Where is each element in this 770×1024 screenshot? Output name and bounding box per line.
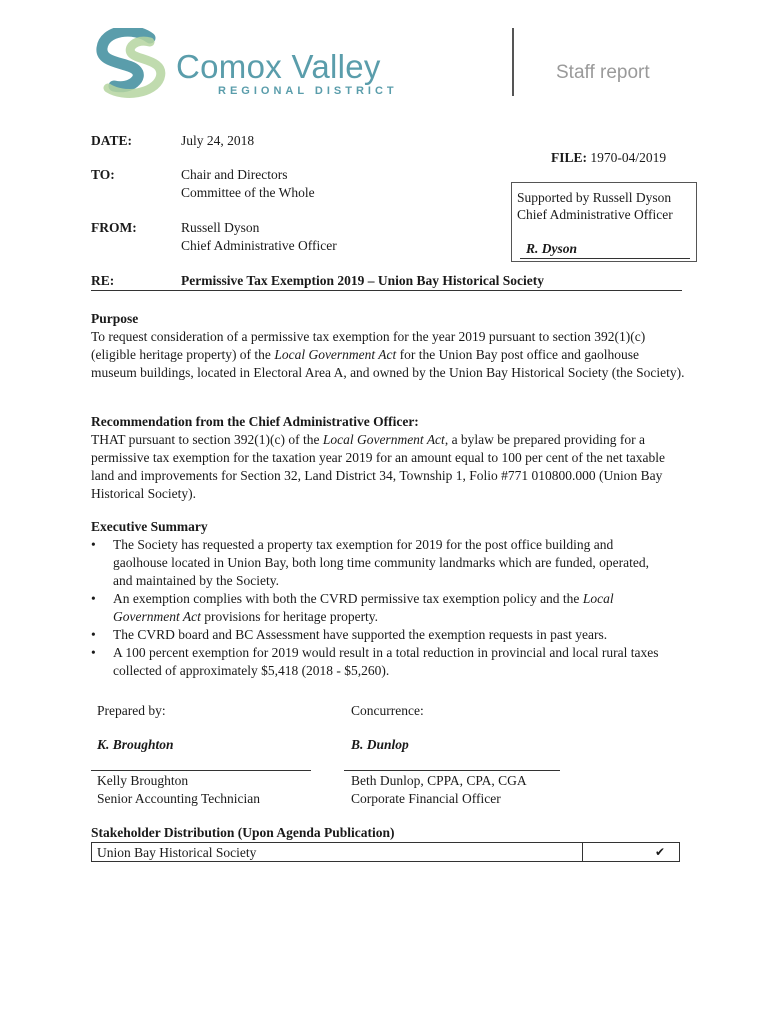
bullet-icon: • [91, 591, 96, 606]
purpose-text: To request consideration of a permissive tax exemption for the year 2019 pursuant to section 392(1)(c) (eligible heritage property) of the Local Government Act for the Union Bay post office and gaolhouse museum buildings, located in Electoral Area A, and owned by the Union Bay Historical Society (the Society). [91, 329, 685, 380]
header-divider [512, 28, 514, 96]
file-reference [551, 150, 666, 166]
summary-list [91, 536, 671, 680]
from-line-2: Chief Administrative Officer [181, 238, 337, 253]
to-line-1: Chair and Directors [181, 167, 288, 182]
cvrd-logo-mark-icon [94, 28, 168, 100]
summary-section [91, 518, 671, 680]
prepared-title: Senior Accounting Technician [97, 791, 261, 806]
to-label: TO: [91, 167, 115, 182]
support-box [511, 182, 697, 262]
support-line-1: Supported by Russell Dyson [517, 190, 672, 205]
support-signature: R. Dyson [526, 241, 578, 256]
list-item: • A 100 percent exemption for 2019 would result in a total reduction in provincial and local rural taxes collected of approximately $5,418 (2018 - $5,260). [91, 645, 659, 678]
check-icon: ✔ [583, 843, 680, 862]
from-label: FROM: [91, 220, 137, 235]
prepared-name: Kelly Broughton [97, 773, 189, 788]
concurrence-signature: B. Dunlop [351, 737, 409, 752]
purpose-heading: Purpose [91, 311, 139, 326]
concurrence-name: Beth Dunlop, CPPA, CPA, CGA [351, 773, 527, 788]
recommendation-section [91, 413, 685, 503]
bullet-icon: • [91, 537, 96, 552]
concurrence-signature-line [344, 770, 560, 771]
re-label: RE: [91, 273, 115, 288]
file-value: 1970-04/2019 [590, 150, 667, 165]
logo-subtitle: REGIONAL DISTRICT [218, 85, 398, 97]
stakeholder-table [91, 842, 680, 862]
table-row [92, 843, 680, 862]
recommendation-heading: Recommendation from the Chief Administrative Officer: [91, 414, 419, 429]
bullet-icon: • [91, 627, 96, 642]
list-item: • An exemption complies with both the CVRD permissive tax exemption policy and the Local Government Act provisions for heritage property. [91, 591, 614, 624]
prepared-label: Prepared by: [97, 703, 166, 718]
bullet-icon: • [91, 645, 96, 660]
date-value: July 24, 2018 [181, 133, 255, 148]
document-type: Staff report [556, 62, 650, 83]
stakeholder-heading: Stakeholder Distribution (Upon Agenda Publication) [91, 825, 395, 840]
prepared-signature-line [91, 770, 311, 771]
re-value: Permissive Tax Exemption 2019 – Union Bay Historical Society [181, 273, 544, 288]
concurrence-label: Concurrence: [351, 703, 424, 718]
header-rule [91, 290, 682, 291]
concurrence-title: Corporate Financial Officer [351, 791, 501, 806]
cvrd-logo [94, 28, 398, 100]
to-line-2: Committee of the Whole [181, 185, 315, 200]
summary-heading: Executive Summary [91, 519, 208, 534]
file-label: FILE: [551, 150, 588, 165]
list-item: • The Society has requested a property tax exemption for 2019 for the post office building and gaolhouse located in Union Bay, both long time community landmarks which are funded, operated, and maintained by the Society. [91, 537, 649, 588]
logo-name: Comox Valley [176, 48, 381, 85]
from-line-1: Russell Dyson [181, 220, 260, 235]
prepared-signature: K. Broughton [97, 737, 174, 752]
purpose-section [91, 310, 685, 382]
list-item: • The CVRD board and BC Assessment have supported the exemption requests in past years. [91, 627, 608, 642]
support-signature-line [520, 258, 690, 259]
stakeholder-name: Union Bay Historical Society [92, 843, 583, 862]
date-label: DATE: [91, 133, 133, 148]
recommendation-text: THAT pursuant to section 392(1)(c) of the Local Government Act, a bylaw be prepared providing for a permissive tax exemption for the taxation year 2019 for an amount equal to 100 per cent of the net taxable land and improvements for Section 32, Land District 34, Township 1, Folio #771 010800.000 (Union Bay Historical Society). [91, 432, 665, 501]
support-line-2: Chief Administrative Officer [517, 207, 673, 222]
